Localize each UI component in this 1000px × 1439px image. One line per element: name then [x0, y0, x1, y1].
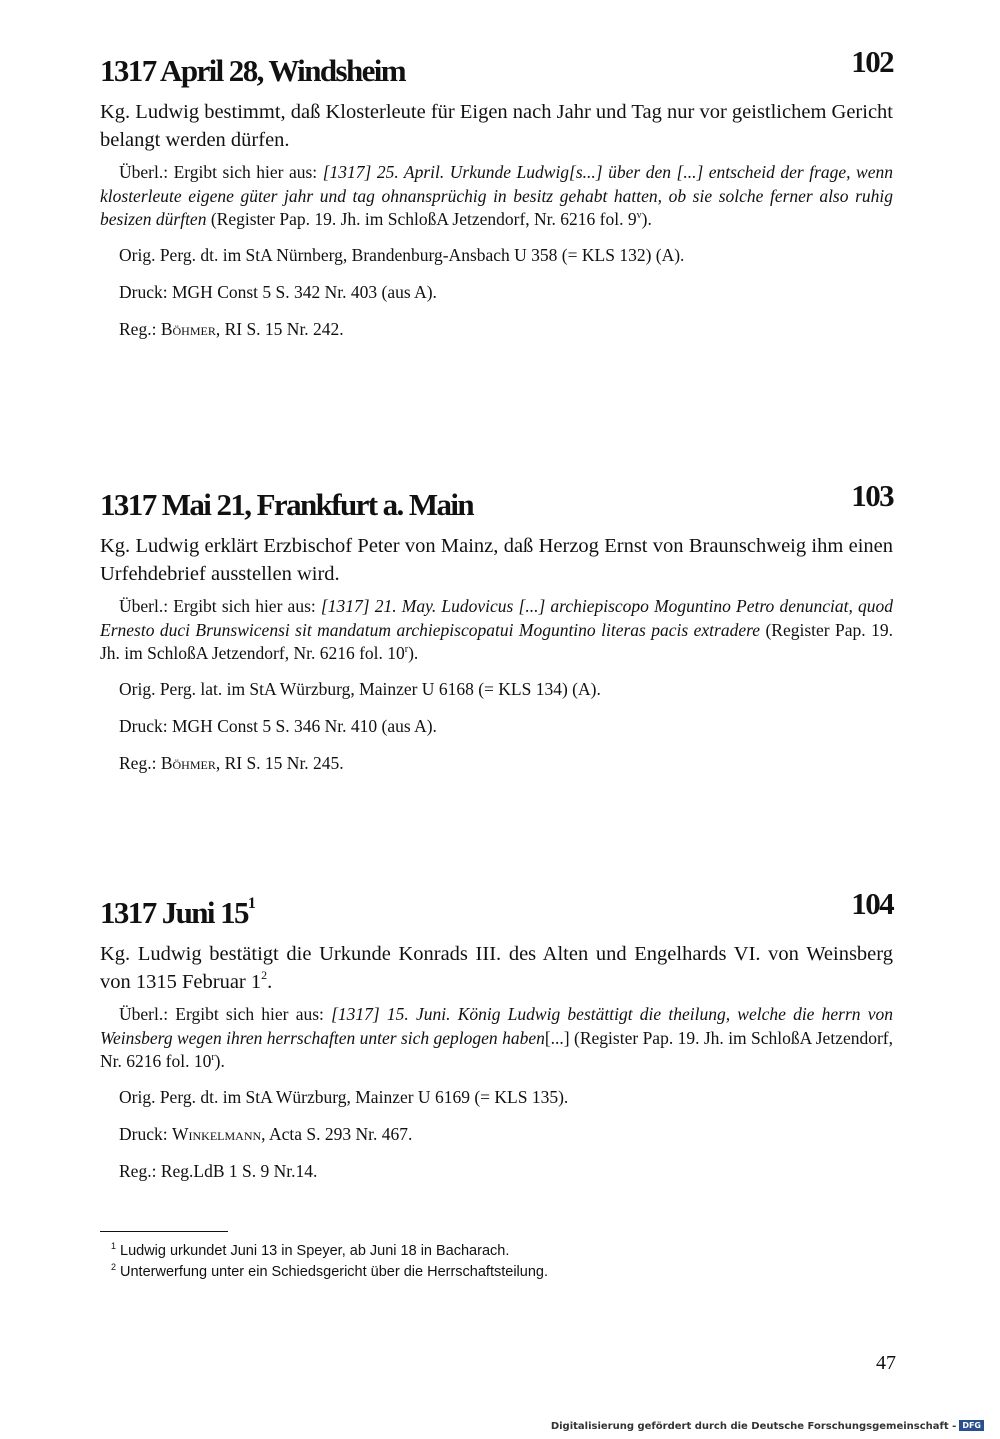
entry-heading	[100, 884, 893, 940]
footnote-ref: 2	[261, 968, 268, 982]
entry-103	[100, 476, 893, 789]
entry-104	[100, 884, 893, 1197]
print-line: Druck: Winkelmann, Acta S. 293 Nr. 467.	[119, 1123, 413, 1144]
transmission-note: Überl.: Ergibt sich hier aus: [1317] 21. May. Ludovicus [...] archiepiscopo Moguntino Petro denunciat, quod Ernesto duci Brunswicensi sit mandatum archiepiscopatui Moguntino literas pacis extradere (Register Pap. 19. Jh. im SchloßA Jetzendorf, Nr. 6216 fol. 10$^r$).	[100, 596, 893, 663]
regest-text: Kg. Ludwig bestimmt, daß Klosterleute für Eigen nach Jahr und Tag nur vor geistlichem Gericht belangt werden dürfen.	[100, 101, 893, 151]
transmission-note: Überl.: Ergibt sich hier aus: [1317] 15. Juni. König Ludwig bestättigt die theilung, welche die herrn von Weinsberg wegen ihren herrschaften unter sich geplogen haben[...] (Register Pap. 19. Jh. im SchloßA Jetzendorf, Nr. 6216 fol. 10$^r$).	[100, 1004, 894, 1071]
digitization-credit: Digitalisierung gefördert durch die Deutsche Forschungsgemeinschaft - DFG	[551, 1420, 984, 1432]
original-line: Orig. Perg. dt. im StA Nürnberg, Brandenburg-Ansbach U 358 (= KLS 132) (A).	[119, 244, 685, 265]
regest-text: Kg. Ludwig erklärt Erzbischof Peter von Mainz, daß Herzog Ernst von Braunschweig ihm einen Urfehdebrief ausstellen wird.	[100, 535, 893, 585]
regest-text: Kg. Ludwig bestätigt die Urkunde Konrads III. des Alten und Engelhards VI. von Weinsberg von 1315 Februar $1^2$.	[100, 943, 893, 993]
original-line: Orig. Perg. dt. im StA Würzburg, Mainzer U 6169 (= KLS 135).	[119, 1086, 569, 1107]
entry-number: 104	[851, 886, 893, 921]
page-number: 47	[876, 1352, 896, 1374]
register-line: Reg.: Böhmer, RI S. 15 Nr. 242.	[119, 318, 344, 339]
footnote-1: $^1$ Ludwig urkundet Juni 13 in Speyer, ab Juni 18 in Bacharach.	[111, 1241, 510, 1259]
footnote-2: $^2$ Unterwerfung unter ein Schiedsgericht über die Herrschaftsteilung.	[111, 1262, 548, 1280]
entry-title: 1317 Juni $15^1$	[100, 895, 256, 930]
entry-heading	[100, 42, 893, 98]
footnote-divider	[100, 1231, 228, 1232]
footnote-ref: 1	[247, 895, 256, 912]
original-line: Orig. Perg. lat. im StA Würzburg, Mainzer U 6168 (= KLS 134) (A).	[119, 678, 601, 699]
print-line: Druck: MGH Const 5 S. 346 Nr. 410 (aus A).	[119, 715, 437, 736]
entry-title: 1317 April 28, Windsheim	[100, 53, 405, 88]
entry-heading	[100, 476, 893, 532]
entry-title: 1317 Mai 21, Frankfurt a. Main	[100, 487, 474, 522]
register-line: Reg.: Reg.LdB 1 S. 9 Nr.14.	[119, 1160, 318, 1181]
transmission-note: Überl.: Ergibt sich hier aus: [1317] 25. April. Urkunde Ludwig[s...] über den [...] entscheid der frage, wenn klosterleute eigene güter jahr und tag ohnansprüchig in besitz gehabt hatten, ob sie solche ferner also ruhig besizen dürften (Register Pap. 19. Jh. im SchloßA Jetzendorf, Nr. 6216 fol. 9$^v$).	[100, 162, 893, 229]
register-line: Reg.: Böhmer, RI S. 15 Nr. 245.	[119, 752, 344, 773]
footnotes	[111, 1241, 871, 1283]
dfg-logo-icon: DFG	[959, 1420, 984, 1431]
entry-number: 102	[851, 44, 893, 79]
print-line: Druck: MGH Const 5 S. 342 Nr. 403 (aus A).	[119, 281, 437, 302]
entry-102	[100, 42, 893, 355]
entry-number: 103	[851, 478, 893, 513]
